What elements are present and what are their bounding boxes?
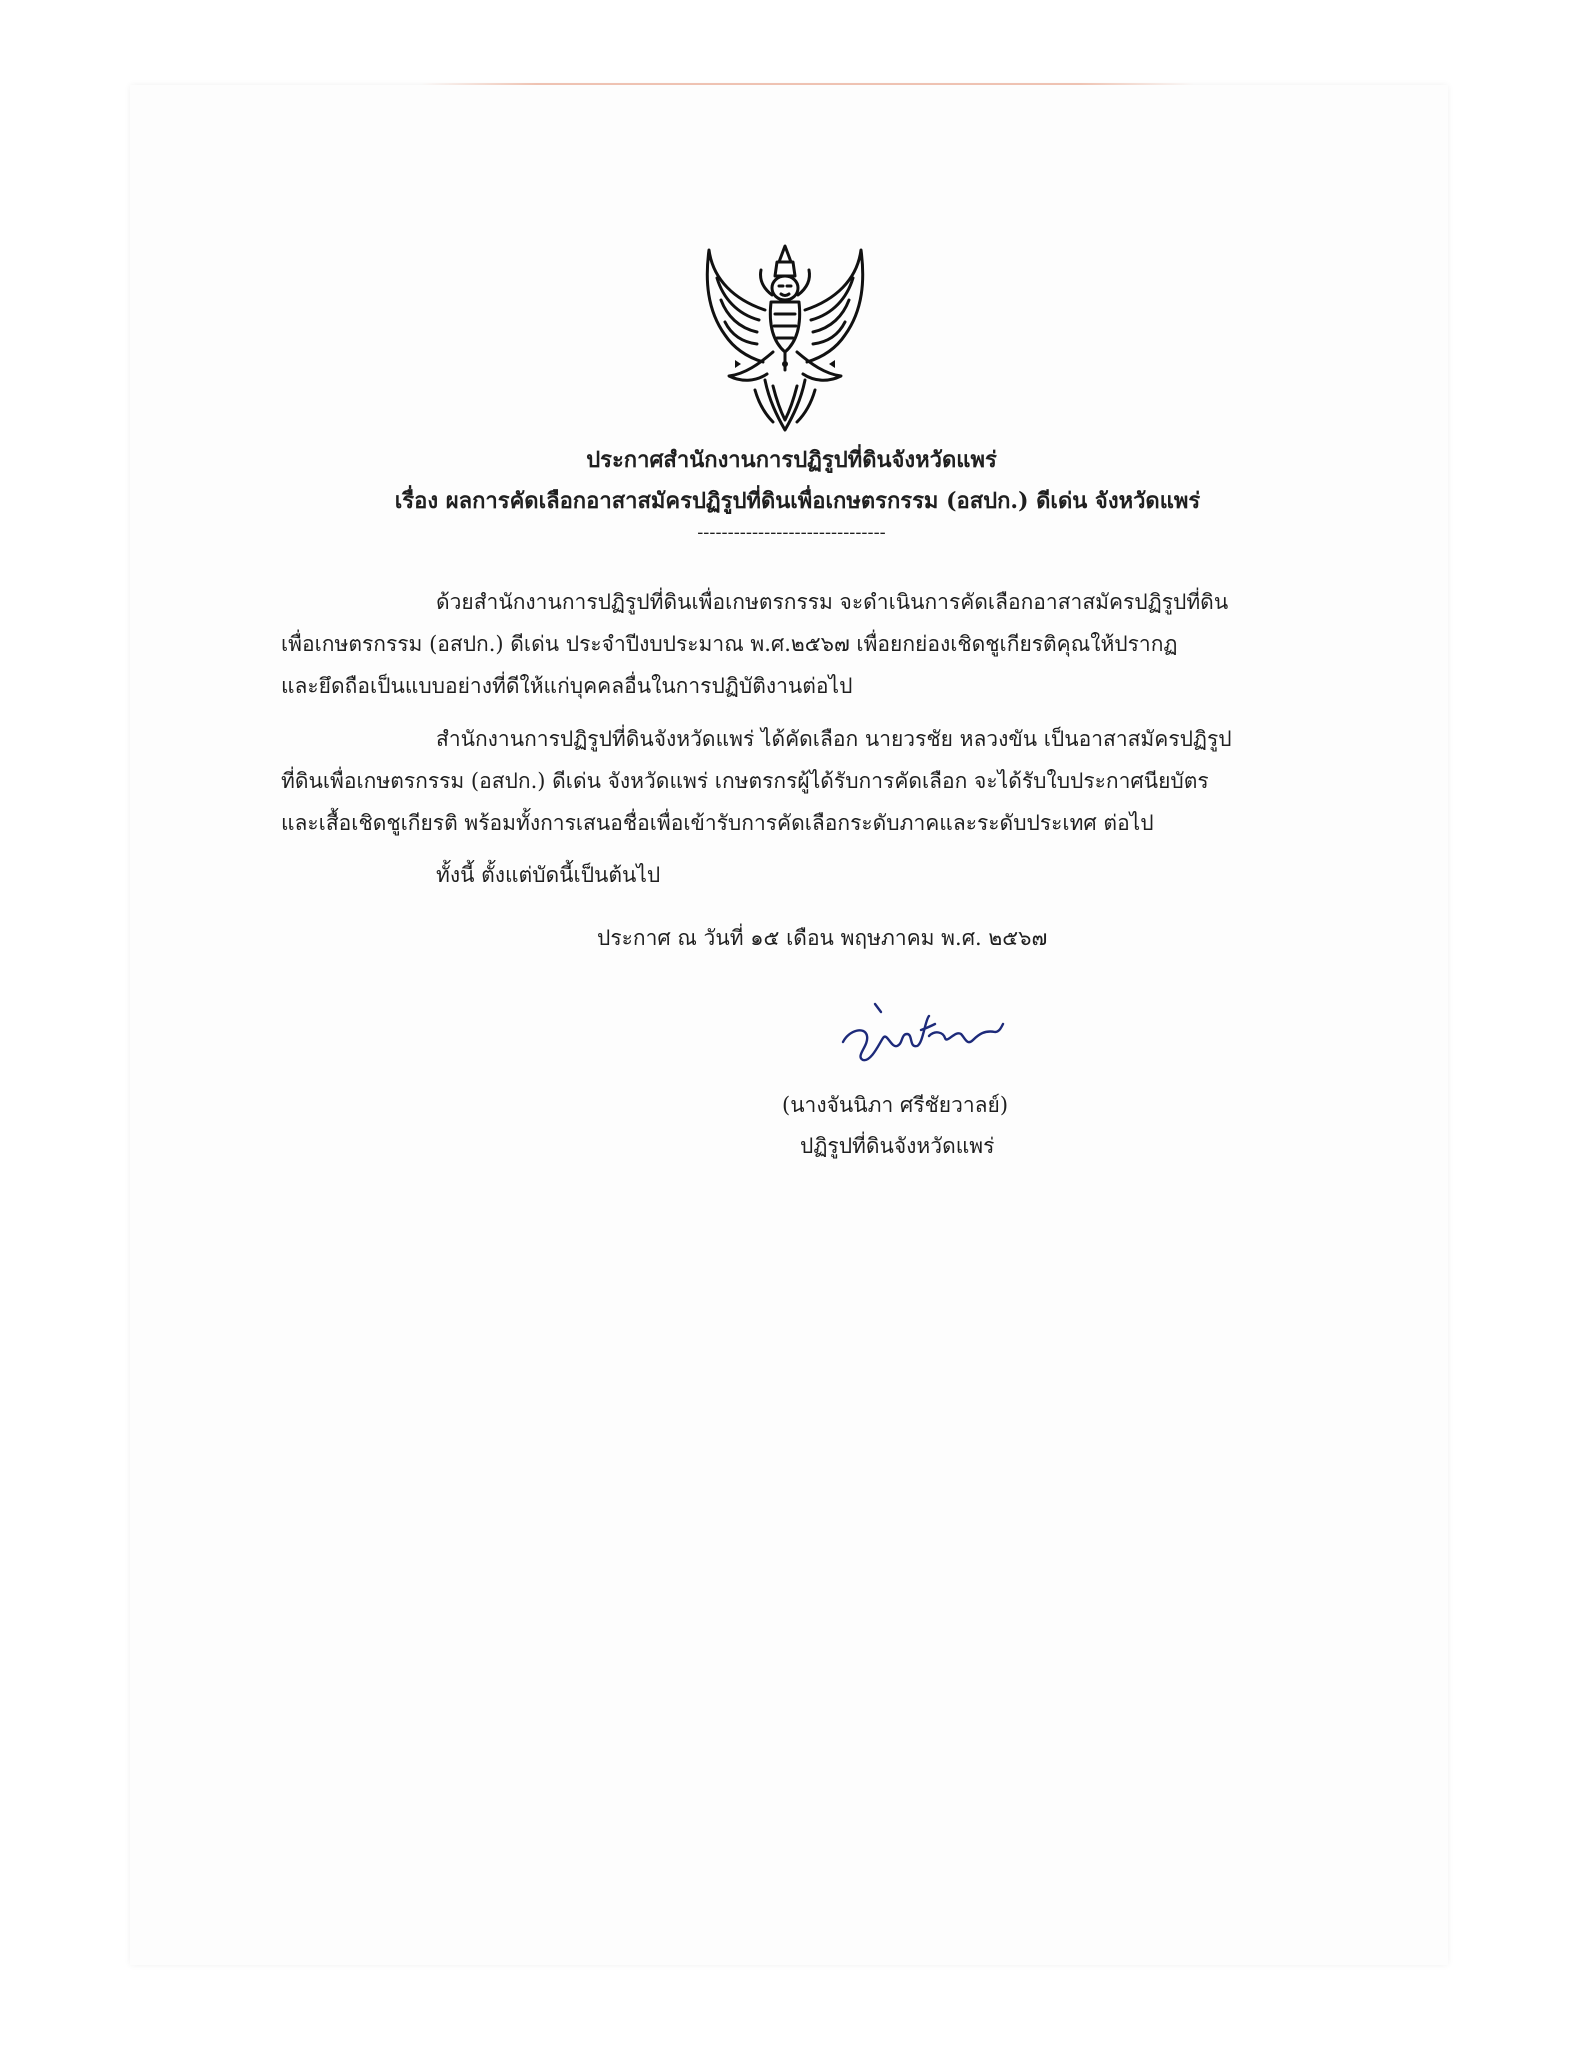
announcement-date: ประกาศ ณ วันที่ ๑๕ เดือน พฤษภาคม พ.ศ. ๒๕๖๗ xyxy=(597,926,1048,950)
signer-position: ปฏิรูปที่ดินจังหวัดแพร่ xyxy=(800,1134,995,1158)
paragraph-2-line-2: ที่ดินเพื่อเกษตรกรรม (อสปก.) ดีเด่น จังหวัดแพร่ เกษตรกรผู้ได้รับการคัดเลือก จะได้รับใบประกาศนียบัตร xyxy=(281,769,1209,793)
paragraph-2-line-1: สำนักงานการปฏิรูปที่ดินจังหวัดแพร่ ได้คัดเลือก นายวรชัย หลวงขัน เป็นอาสาสมัครปฏิรูป xyxy=(436,727,1232,751)
paragraph-2-line-3: และเสื้อเชิดชูเกียรติ พร้อมทั้งการเสนอชื่อเพื่อเข้ารับการคัดเลือกระดับภาคและระดับประเทศ ต่อไป xyxy=(281,811,1154,835)
announcement-subject: เรื่อง ผลการคัดเลือกอาสาสมัครปฏิรูปที่ดินเพื่อเกษตรกรรม (อสปก.) ดีเด่น จังหวัดแพร่ xyxy=(394,488,1201,514)
signer-name: (นางจันนิภา ศรีชัยวาลย์) xyxy=(782,1093,1009,1117)
title-divider: ------------------------------- xyxy=(697,522,886,543)
garuda-emblem-icon xyxy=(695,240,875,436)
announcement-title: ประกาศสำนักงานการปฏิรูปที่ดินจังหวัดแพร่ xyxy=(586,447,997,473)
paragraph-3: ทั้งนี้ ตั้งแต่บัดนี้เป็นต้นไป xyxy=(436,863,661,887)
handwritten-signature xyxy=(835,1000,1010,1070)
paragraph-1-line-1: ด้วยสำนักงานการปฏิรูปที่ดินเพื่อเกษตรกรรม จะดำเนินการคัดเลือกอาสาสมัครปฏิรูปที่ดิน xyxy=(436,590,1229,614)
paragraph-1-line-3: และยึดถือเป็นแบบอย่างที่ดีให้แก่บุคคลอื่นในการปฏิบัติงานต่อไป xyxy=(281,674,853,698)
paragraph-1-line-2: เพื่อเกษตรกรรม (อสปก.) ดีเด่น ประจำปีงบประมาณ พ.ศ.๒๕๖๗ เพื่อยกย่องเชิดชูเกียรติคุณให้ปรากฏ xyxy=(281,632,1178,656)
top-edge-rule xyxy=(420,83,1195,85)
